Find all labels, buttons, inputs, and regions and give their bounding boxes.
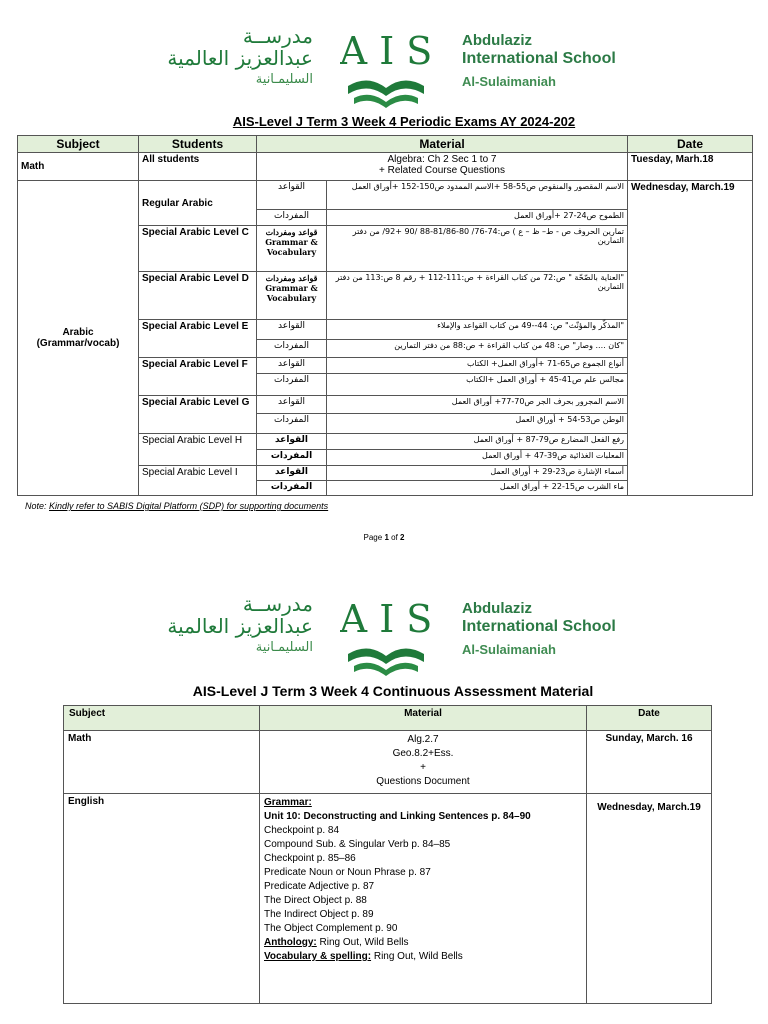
school-name-arabic-line3: السليمـانية: [255, 72, 313, 87]
header-subject: Subject: [64, 706, 260, 731]
label-combined-en: Grammar & Vocabulary: [265, 237, 318, 257]
math-students: All students: [139, 153, 257, 181]
math-material-line: +: [420, 762, 426, 773]
table-header-row: [18, 136, 753, 153]
school-name-arabic-line3: السليمـانية: [255, 640, 313, 655]
label-grammar: القواعد: [257, 181, 327, 210]
header-date: Date: [587, 706, 712, 731]
page-of: of: [391, 533, 398, 542]
math-material-line: Questions Document: [376, 776, 470, 787]
label-vocab: المفردات: [257, 340, 327, 358]
header-material: Material: [257, 136, 628, 153]
anthology-label: Anthology:: [264, 937, 317, 948]
math-material: [260, 731, 587, 794]
students-level-e: Special Arabic Level E: [139, 320, 257, 358]
english-date: [587, 794, 712, 1004]
label-grammar-vocab: [257, 226, 327, 272]
label-vocab: المفردات: [257, 374, 327, 396]
math-material: [257, 153, 628, 181]
math-material-line1: Algebra: Ch 2 Sec 1 to 7: [387, 154, 497, 165]
school-header: [0, 592, 768, 684]
material-vocab: الطموح ص24-27 +أوراق العمل: [327, 210, 628, 226]
school-logo-icon: [340, 24, 432, 116]
grammar-heading: Grammar:: [264, 797, 312, 808]
header-material: Material: [260, 706, 587, 731]
list-item: Checkpoint p. 85–86: [264, 853, 356, 864]
periodic-exams-table: [17, 135, 753, 496]
anthology-text: Ring Out, Wild Bells: [316, 937, 409, 948]
material-grammar: الاسم المقصور والمنقوص ص55-58 +الاسم الممدود ص150-152 +أوراق العمل: [327, 181, 628, 210]
table-row: [18, 181, 753, 210]
label-grammar: القواعد: [257, 320, 327, 340]
header-students: Students: [139, 136, 257, 153]
material-combined: "العناية بالصّحّة " ص:72 من كتاب القراءة + ص:111-112 + رقم 8 ص:113 من دفتر التمارين: [327, 272, 628, 320]
material-grammar: أسماء الإشارة ص23-29 + أوراق العمل: [327, 466, 628, 481]
label-combined-ar: قواعد ومفردات: [265, 273, 318, 283]
students-level-c: Special Arabic Level C: [139, 226, 257, 272]
material-vocab: المعلبات الغذائية ص39-47 + أوراق العمل: [327, 450, 628, 466]
school-name-english-line2: International School: [462, 618, 616, 635]
label-vocab: المفردات: [257, 481, 327, 496]
students-level-h: Special Arabic Level H: [139, 434, 257, 466]
arabic-subject-line2: (Grammar/vocab): [36, 338, 120, 349]
page1-title: AIS-Level J Term 3 Week 4 Periodic Exams AY 2024-202: [232, 114, 576, 129]
vocab-label: Vocabulary & spelling:: [264, 951, 372, 962]
header-subject: Subject: [18, 136, 139, 153]
school-name-arabic-line1: مدرســة: [242, 24, 313, 48]
label-vocab: المفردات: [257, 414, 327, 434]
label-vocab: المفردات: [257, 210, 327, 226]
svg-text:A I S: A I S: [340, 29, 432, 73]
vocab-line: [264, 950, 582, 964]
label-combined-ar: قواعد ومفردات: [265, 227, 318, 237]
label-grammar: القواعد: [257, 434, 327, 450]
students-level-i: Special Arabic Level I: [139, 466, 257, 496]
math-material-line: Geo.8.2+Ess.: [392, 748, 454, 759]
material-grammar: الاسم المجرور بحرف الجر ص70-77+ أوراق العمل: [327, 396, 628, 414]
table-header-row: [64, 706, 712, 731]
page-number: [0, 533, 768, 542]
label-grammar: القواعد: [257, 358, 327, 374]
students-level-g: Special Arabic Level G: [139, 396, 257, 434]
math-date: Tuesday, Marh.18: [628, 153, 753, 181]
material-grammar: رفع الفعل المضارع ص79-87 + أوراق العمل: [327, 434, 628, 450]
svg-text:A I S: A I S: [340, 597, 432, 641]
math-subject: Math: [64, 731, 260, 794]
school-logo-icon: [340, 592, 432, 684]
list-item: The Object Complement p. 90: [264, 923, 398, 934]
material-vocab: مجالس علم ص41-45 + أوراق العمل +الكتاب: [327, 374, 628, 396]
arabic-subject-line1: Arabic: [62, 327, 94, 338]
unit-title: Unit 10: Deconstructing and Linking Sentences p. 84–90: [264, 811, 531, 822]
label-vocab: المفردات: [257, 450, 327, 466]
english-subject: English: [64, 794, 260, 1004]
note-prefix: Note:: [25, 501, 47, 511]
continuous-assessment-table: [63, 705, 712, 1004]
page-total: 2: [400, 533, 405, 542]
list-item: Predicate Adjective p. 87: [264, 881, 375, 892]
material-combined: تمارين الحروف ص - ط– ظ – ع ) ص:74-76/ 80-81/86-88 /90 +92/ من دفتر التمارين: [327, 226, 628, 272]
label-grammar-vocab: [257, 272, 327, 320]
page-current: 1: [384, 533, 389, 542]
header-date: Date: [628, 136, 753, 153]
math-date: Sunday, March. 16: [587, 731, 712, 794]
label-grammar: القواعد: [257, 466, 327, 481]
material-vocab: ماء الشرب ص15-22 + أوراق العمل: [327, 481, 628, 496]
note: [25, 501, 328, 511]
material-grammar: أنواع الجموع ص65-71 +أوراق العمل+ الكتاب: [327, 358, 628, 374]
math-material-line2: + Related Course Questions: [379, 165, 505, 176]
page2-title: AIS-Level J Term 3 Week 4 Continuous Assessment Material: [192, 683, 594, 699]
school-name-english-line2: International School: [462, 50, 616, 67]
arabic-date: Wednesday, March.19: [628, 181, 753, 496]
school-name-arabic-line1: مدرســة: [242, 592, 313, 616]
school-name-english-line3: Al-Sulaimaniah: [462, 74, 556, 89]
students-regular-arabic: Regular Arabic: [139, 181, 257, 226]
label-grammar: القواعد: [257, 396, 327, 414]
school-name-english-line1: Abdulaziz: [462, 600, 532, 617]
school-name-arabic-line2: عبدالعزيز العالمية: [167, 46, 313, 70]
label-combined-en: Grammar & Vocabulary: [265, 283, 318, 303]
school-name-arabic-line2: عبدالعزيز العالمية: [167, 614, 313, 638]
list-item: The Indirect Object p. 89: [264, 909, 374, 920]
list-item: The Direct Object p. 88: [264, 895, 367, 906]
school-name-english-line3: Al-Sulaimaniah: [462, 642, 556, 657]
table-row: [64, 794, 712, 1004]
english-date-text: Wednesday, March.19: [597, 802, 701, 813]
school-header: [0, 24, 768, 116]
english-material: [260, 794, 587, 1004]
vocab-text: Ring Out, Wild Bells: [371, 951, 463, 962]
material-vocab: "كان .... وصار" ص: 48 من كتاب القراءة + ص:88 من دفتر التمارين: [327, 340, 628, 358]
page-label: Page: [363, 533, 383, 542]
note-link[interactable]: Kindly refer to SABIS Digital Platform (SDP) for supporting documents: [49, 501, 329, 511]
math-subject: Math: [18, 153, 139, 181]
material-vocab: الوطن ص53-54 + أوراق العمل: [327, 414, 628, 434]
arabic-subject: [18, 181, 139, 496]
students-level-f: Special Arabic Level F: [139, 358, 257, 396]
list-item: Checkpoint p. 84: [264, 825, 340, 836]
school-name-english-line1: Abdulaziz: [462, 32, 532, 49]
table-row: [18, 153, 753, 181]
table-row: [64, 731, 712, 794]
students-level-d: Special Arabic Level D: [139, 272, 257, 320]
anthology-line: [264, 936, 582, 950]
list-item: Predicate Noun or Noun Phrase p. 87: [264, 867, 431, 878]
math-material-line: Alg.2.7: [407, 734, 439, 745]
list-item: Compound Sub. & Singular Verb p. 84–85: [264, 839, 451, 850]
material-grammar: "المذكّر والمؤنّث" ص: 44--49 من كتاب القواعد والإملاء: [327, 320, 628, 340]
